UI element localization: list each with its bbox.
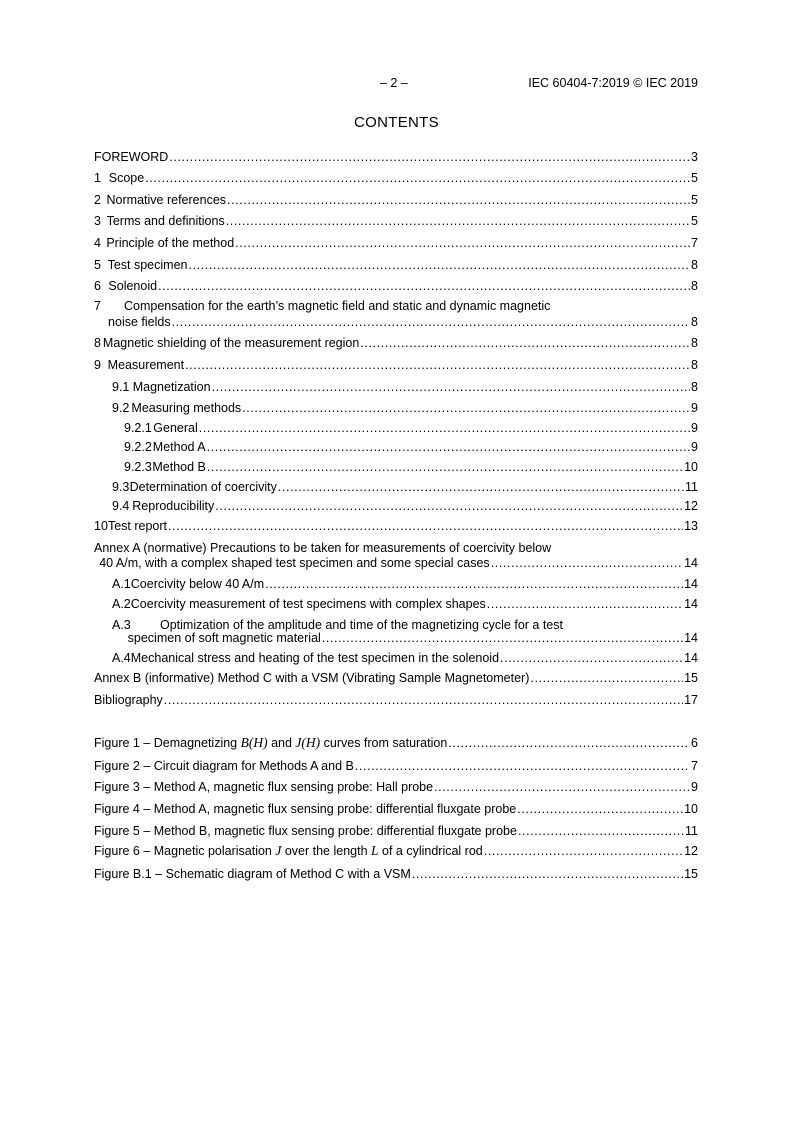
leader-dots — [235, 236, 690, 250]
toc-entry-normative-references[interactable] — [94, 189, 698, 211]
leader-dots — [322, 631, 683, 645]
leader-dots — [530, 671, 683, 685]
toc-entry-measurement[interactable] — [94, 354, 698, 376]
toc-section-number: 9.1 — [112, 379, 130, 394]
toc-page-number: 17 — [684, 693, 698, 708]
toc-page-number: 9 — [691, 420, 698, 435]
contents-title: CONTENTS — [354, 114, 439, 131]
leader-dots — [360, 336, 690, 350]
toc-entry-text-line1: Optimization of the amplitude and time of the magnetizing cycle for a test — [160, 618, 563, 633]
toc-entry-text: Reproducibility — [132, 499, 215, 514]
toc-entry-text: Method A — [152, 440, 206, 455]
toc-page-number: 12 — [684, 844, 698, 859]
toc-page-number: 14 — [684, 576, 698, 591]
toc-entry-annex-a2[interactable] — [94, 595, 698, 615]
toc-entry-principle-of-method[interactable] — [94, 232, 698, 254]
figure-entry-text — [94, 735, 447, 751]
toc-page-number: 14 — [684, 630, 698, 645]
figure-entry-text — [94, 843, 483, 859]
figure-text-post: of a cylindrical rod — [378, 844, 483, 859]
toc-entry-text-line2: noise fields — [108, 314, 171, 329]
toc-page-number: 7 — [691, 235, 698, 250]
leader-dots — [518, 824, 684, 838]
toc-page-number: 14 — [684, 556, 698, 571]
toc-entry-annex-b[interactable] — [94, 669, 698, 689]
toc-page-number: 11 — [685, 479, 698, 494]
toc-section-number: 9.3 — [112, 479, 130, 494]
toc-entry-text: Terms and definitions — [106, 214, 225, 229]
toc-entry-magnetization[interactable] — [94, 376, 698, 398]
toc-section-number: 1 — [94, 171, 101, 186]
leader-dots — [164, 693, 683, 707]
toc-entry-bibliography[interactable] — [94, 689, 698, 711]
toc-entry-text: Coercivity measurement of test specimens with complex shapes — [130, 597, 486, 612]
toc-entry-text-line2: 40 A/m, with a complex shaped test specimen and some special cases — [99, 556, 490, 571]
toc-page-number: 7 — [691, 758, 698, 773]
toc-page-number: 13 — [684, 518, 698, 533]
leader-dots — [227, 193, 690, 207]
toc-entry-text: Measurement — [107, 357, 185, 372]
toc-entry-test-report[interactable] — [94, 517, 698, 537]
toc-entry-text: Method B — [152, 459, 206, 474]
leader-dots — [491, 556, 683, 570]
leader-dots — [169, 150, 690, 164]
toc-entry-magnetic-shielding[interactable] — [94, 333, 698, 355]
toc-page-number: 8 — [691, 379, 698, 394]
figure-entry-5[interactable] — [94, 820, 698, 842]
figure-text-mid: over the length — [281, 844, 372, 859]
toc-entry-text-line2: specimen of soft magnetic material — [127, 630, 321, 645]
toc-entry-annex-a[interactable] — [94, 537, 698, 575]
figure-entry-text: Figure 5 – Method B, magnetic flux sensing probe: differential fluxgate probe — [94, 823, 517, 838]
toc-page-number: 6 — [691, 736, 698, 751]
toc-entry-text-line1: Compensation for the earth’s magnetic field and static and dynamic magnetic — [124, 299, 551, 314]
toc-entry-text: Magnetization — [132, 379, 211, 394]
leader-dots — [158, 279, 690, 293]
toc-entry-text: General — [153, 420, 198, 435]
formula-b-of-h: B(H) — [240, 735, 268, 751]
toc-section-number: A.3 — [112, 618, 131, 633]
figure-entry-text: Figure B.1 – Schematic diagram of Method C with a VSM — [94, 866, 411, 881]
toc-entry-foreword[interactable] — [94, 146, 698, 168]
leader-dots — [199, 421, 690, 435]
toc-page-number: 10 — [684, 802, 698, 816]
leader-dots — [212, 380, 690, 394]
toc-entry-annex-a4[interactable] — [94, 649, 698, 669]
toc-entry-text-line1: Annex A (normative) Precautions to be taken for measurements of coercivity below — [94, 540, 552, 555]
toc-entry-determination-of-coercivity[interactable] — [94, 478, 698, 498]
toc-section-number: 7 — [94, 299, 101, 314]
page-number: – 2 – — [380, 76, 408, 90]
toc-entry-text: FOREWORD — [94, 149, 169, 164]
toc-entry-text: Mechanical stress and heating of the test specimen in the solenoid — [130, 651, 500, 666]
toc-page-number: 9 — [691, 440, 698, 455]
toc-page-number: 11 — [685, 823, 698, 838]
figure-entry-3[interactable] — [94, 777, 698, 799]
toc-entry-text: Test report — [107, 518, 168, 533]
toc-page-number: 14 — [684, 597, 698, 612]
page-header — [0, 76, 793, 92]
toc-entry-method-a[interactable] — [94, 439, 698, 459]
toc-section-number: 9.2.1 — [124, 420, 152, 435]
figure-text-pre: Figure 6 – Magnetic polarisation — [94, 844, 276, 859]
leader-dots — [484, 844, 683, 858]
toc-entry-scope[interactable] — [94, 168, 698, 190]
toc-section-number: 6 — [94, 279, 101, 294]
leader-dots — [215, 499, 683, 513]
toc-entry-test-specimen[interactable] — [94, 254, 698, 276]
leader-dots — [487, 597, 683, 611]
leader-dots — [172, 315, 690, 329]
toc-page-number: 5 — [691, 171, 698, 186]
toc-entry-text: Magnetic shielding of the measurement region — [102, 336, 360, 351]
document-identifier: IEC 60404-7:2019 © IEC 2019 — [528, 76, 698, 90]
toc-section-number: 3 — [94, 214, 101, 229]
toc-entry-text: Test specimen — [107, 257, 188, 272]
toc-page-number: 8 — [691, 257, 698, 272]
toc-section-number: 9 — [94, 357, 101, 372]
toc-entry-annex-a1[interactable] — [94, 574, 698, 594]
symbol-j: J — [275, 843, 282, 859]
leader-dots — [188, 258, 690, 272]
figure-text-mid: and — [267, 736, 296, 751]
symbol-l: L — [371, 843, 379, 859]
toc-entry-annex-a3[interactable] — [94, 615, 698, 649]
leader-dots — [145, 171, 690, 185]
leader-dots — [168, 519, 683, 533]
toc-section-number: 4 — [94, 235, 101, 250]
toc-entry-text: Normative references — [106, 192, 227, 207]
figure-entry-text: Figure 2 – Circuit diagram for Methods A and B — [94, 758, 354, 773]
figure-entry-2[interactable] — [94, 755, 698, 777]
toc-section-number: 2 — [94, 192, 101, 207]
leader-dots — [185, 358, 690, 372]
leader-dots — [500, 651, 683, 665]
toc-entry-text: Coercivity below 40 A/m — [130, 576, 265, 591]
toc-page-number: 3 — [691, 149, 698, 164]
leader-dots — [265, 577, 683, 591]
figure-entry-4[interactable] — [94, 798, 698, 820]
toc-section-number: 10 — [94, 518, 108, 533]
leader-dots — [278, 480, 684, 494]
leader-dots — [448, 736, 690, 750]
toc-entry-measuring-methods[interactable] — [94, 398, 698, 420]
toc-entry-compensation[interactable] — [94, 297, 698, 333]
toc-page-number: 5 — [691, 192, 698, 207]
leader-dots — [207, 460, 683, 474]
toc-section-number: A.1 — [112, 576, 131, 591]
leader-dots — [355, 759, 690, 773]
toc-section-number: 9.2 — [112, 401, 130, 416]
leader-dots — [517, 802, 683, 816]
toc-entry-text: Annex B (informative) Method C with a VSM (Vibrating Sample Magnetometer) — [94, 671, 530, 686]
toc-section-number: 5 — [94, 257, 101, 272]
toc-entry-text: Scope — [108, 171, 145, 186]
figure-entry-text: Figure 4 – Method A, magnetic flux sensing probe: differential fluxgate probe — [94, 802, 517, 816]
figure-entry-6[interactable] — [94, 842, 698, 864]
figure-text-post: curves from saturation — [320, 736, 448, 751]
toc-entry-terms-and-definitions[interactable] — [94, 211, 698, 233]
toc-entry-text: Bibliography — [94, 693, 163, 708]
leader-dots — [412, 867, 683, 881]
toc-section-number: 8 — [94, 336, 101, 351]
toc-page-number: 15 — [684, 671, 698, 686]
toc-entry-text: Measuring methods — [131, 401, 242, 416]
toc-entry-reproducibility[interactable] — [94, 498, 698, 518]
toc-page-number: 8 — [691, 357, 698, 372]
toc-page-number: 10 — [684, 459, 698, 474]
figure-entry-text: Figure 3 – Method A, magnetic flux sensing probe: Hall probe — [94, 780, 434, 795]
toc-entry-text: Principle of the method — [106, 235, 235, 250]
toc-section-number: A.2 — [112, 597, 131, 612]
figure-text-pre: Figure 1 – Demagnetizing — [94, 736, 241, 751]
toc-section-number: 9.4 — [112, 499, 130, 514]
toc-page-number: 9 — [691, 401, 698, 416]
toc-page-number: 8 — [691, 336, 698, 351]
figure-entry-b1[interactable] — [94, 863, 698, 885]
table-of-contents — [94, 146, 698, 885]
toc-entry-general[interactable] — [94, 419, 698, 439]
toc-page-number: 8 — [691, 314, 698, 329]
toc-page-number: 8 — [691, 279, 698, 294]
toc-page-number: 12 — [684, 499, 698, 514]
toc-section-number: 9.2.2 — [124, 440, 152, 455]
toc-entry-solenoid[interactable] — [94, 276, 698, 298]
toc-page-number: 9 — [691, 780, 698, 795]
leader-dots — [207, 440, 690, 454]
toc-entry-text: Solenoid — [108, 279, 158, 294]
section-gap — [94, 711, 698, 734]
leader-dots — [226, 214, 690, 228]
toc-entry-text: Determination of coercivity — [129, 479, 277, 494]
toc-page-number: 14 — [684, 651, 698, 666]
toc-page-number: 5 — [691, 214, 698, 229]
toc-page-number: 15 — [684, 866, 698, 881]
figure-entry-1[interactable] — [94, 734, 698, 756]
toc-entry-method-b[interactable] — [94, 458, 698, 478]
toc-section-number: 9.2.3 — [124, 459, 152, 474]
leader-dots — [242, 401, 690, 415]
leader-dots — [434, 780, 690, 794]
toc-section-number: A.4 — [112, 651, 131, 666]
formula-j-of-h: J(H) — [295, 735, 321, 751]
